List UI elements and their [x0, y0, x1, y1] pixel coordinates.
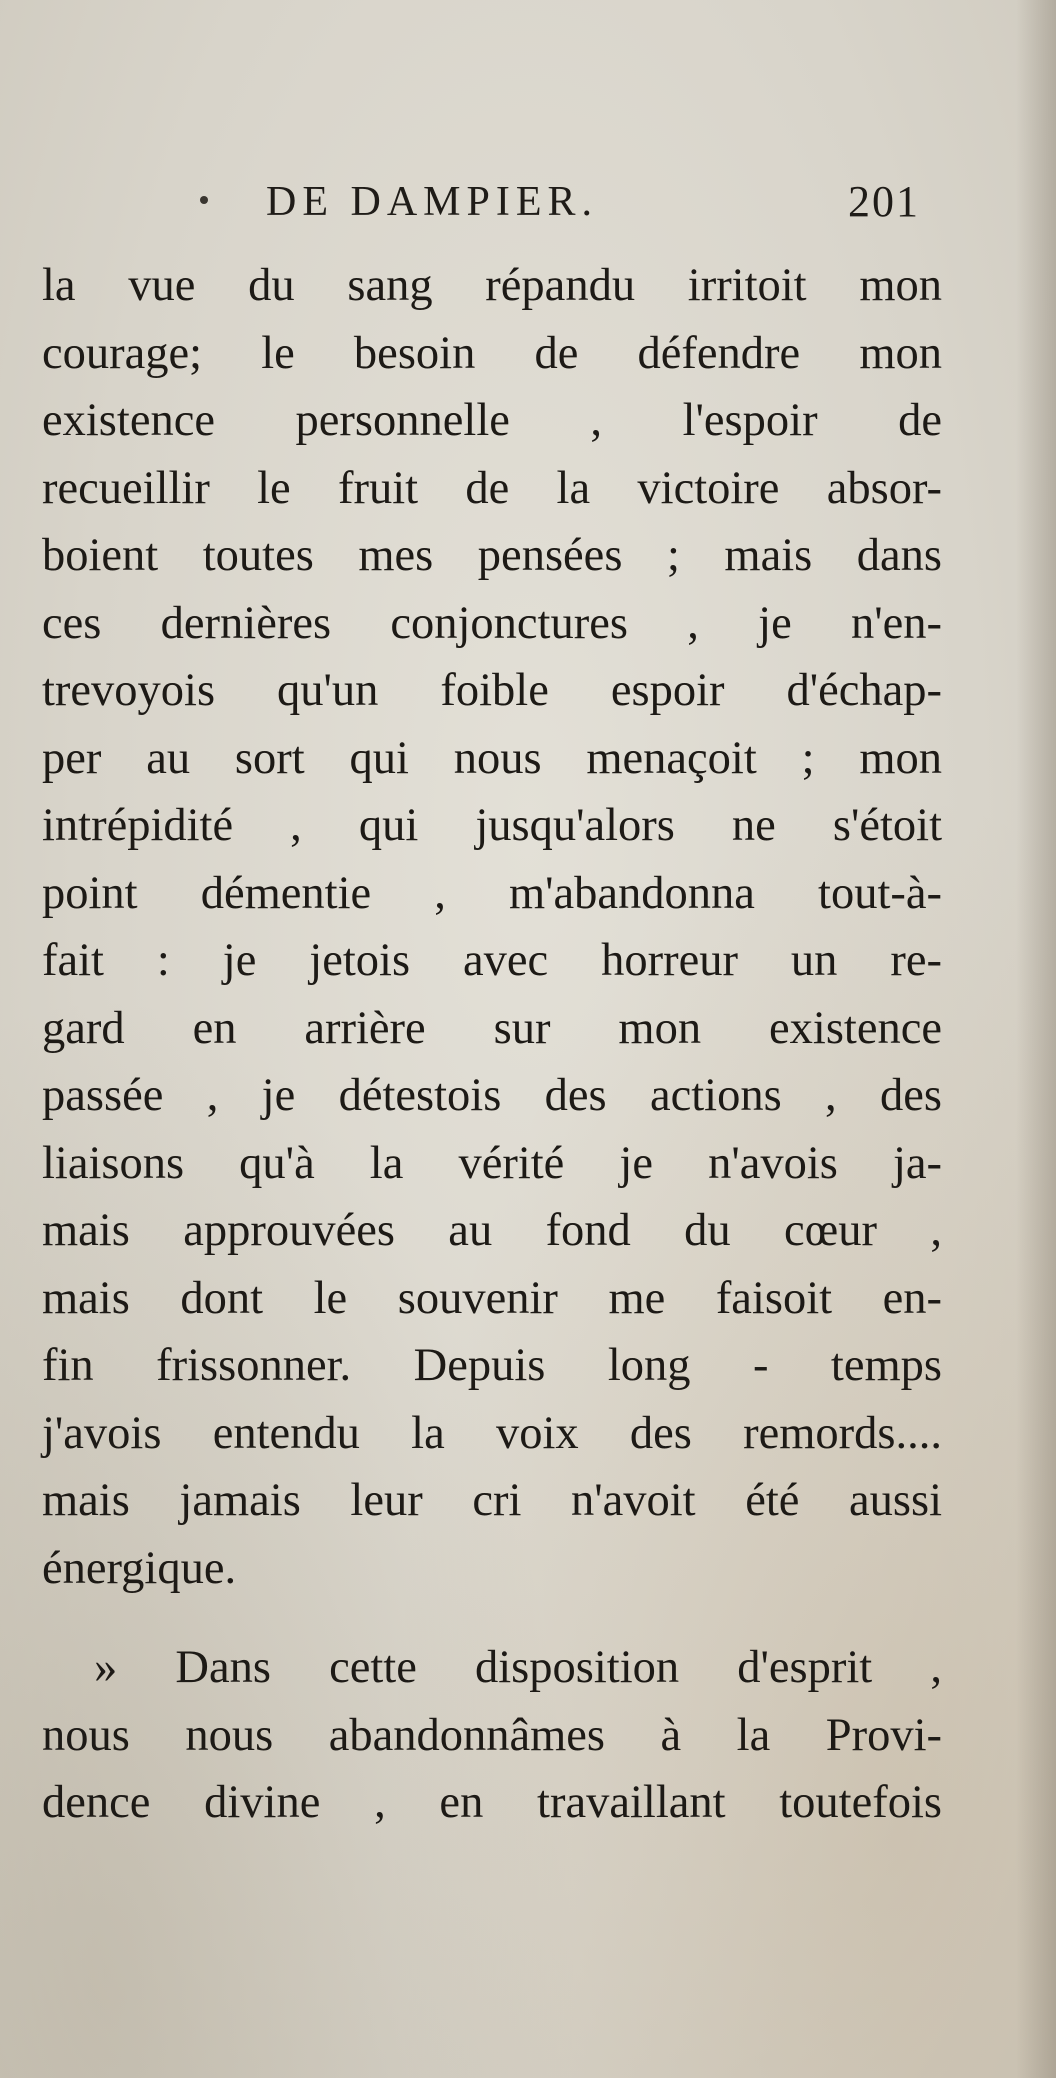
ornament-dot [200, 196, 208, 204]
page-number: 201 [848, 177, 920, 226]
text-line: la vue du sang répandu irritoit mon [42, 260, 942, 311]
text-line: existence personnelle , l'espoir de [42, 395, 942, 446]
text-line: passée , je détestois des actions , des [42, 1070, 942, 1121]
text-line: » Dans cette disposition d'esprit , [94, 1642, 942, 1693]
paragraph-1 [42, 252, 942, 1602]
page-edge-shadow [1016, 0, 1056, 2078]
page-header [200, 172, 920, 232]
text-line: recueillir le fruit de la victoire absor- [42, 462, 942, 514]
text-line: point démentie , m'abandonna tout-à- [42, 867, 942, 919]
text-line: courage; le besoin de défendre mon [42, 327, 942, 379]
text-line: j'avois entendu la voix des remords.... [42, 1407, 942, 1459]
text-line: nous nous abandonnâmes à la Provi- [42, 1709, 942, 1761]
text-line: gard en arrière sur mon existence [42, 1002, 942, 1054]
paragraph-2 [42, 1634, 942, 1837]
text-line: dence divine , en travaillant toutefois [42, 1777, 942, 1828]
text-line: liaisons qu'à la vérité je n'avois ja- [42, 1137, 942, 1189]
paragraph-gap [42, 1602, 942, 1634]
text-line: mais approuvées au fond du cœur , [42, 1205, 942, 1256]
text-line: mais dont le souvenir me faisoit en- [42, 1272, 942, 1324]
text-line: mais jamais leur cri n'avoit été aussi [42, 1475, 942, 1526]
text-line: fin frissonner. Depuis long - temps [42, 1340, 942, 1391]
body-text [42, 252, 942, 1837]
text-line: trevoyois qu'un foible espoir d'échap- [42, 665, 942, 716]
text-line: boient toutes mes pensées ; mais dans [42, 530, 942, 581]
text-line: énergique. [42, 1542, 237, 1594]
running-head: DE DAMPIER. [266, 179, 599, 225]
text-line: ces dernières conjonctures , je n'en- [42, 597, 942, 649]
text-line: fait : je jetois avec horreur un re- [42, 935, 942, 986]
text-line: per au sort qui nous menaçoit ; mon [42, 732, 942, 784]
text-line: intrépidité , qui jusqu'alors ne s'étoit [42, 800, 942, 851]
